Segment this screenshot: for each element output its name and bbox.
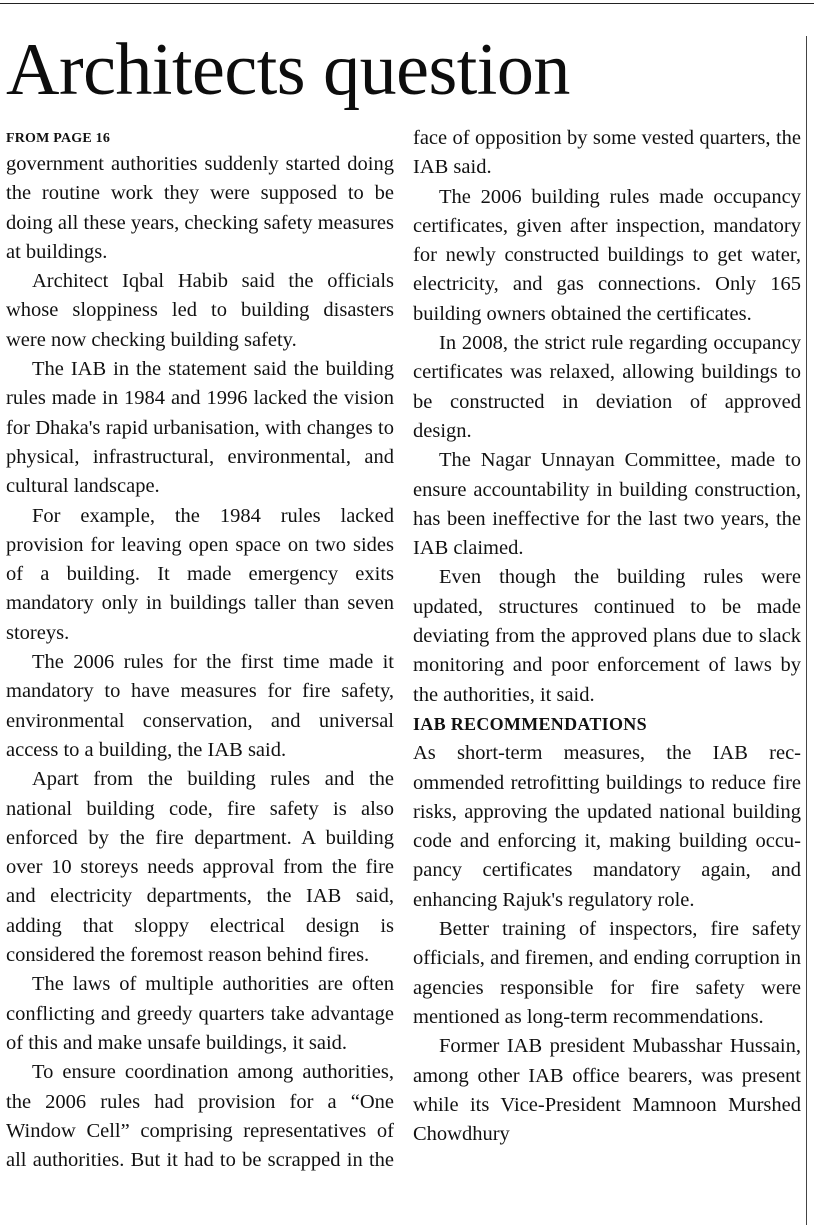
section-subhead: IAB RECOMMENDATIONS	[413, 713, 647, 734]
continuation-kicker: FROM PAGE 16	[6, 131, 111, 146]
article-column-right	[413, 124, 801, 1149]
paragraph: As short-term measures, the IAB recommended retrofitting buildings to reduce fire risks, approving the updated national building code and enforcing it, making building occupancy certificates mandatory again, and enhancing Rajuk's regulatory role.	[413, 742, 801, 911]
paragraph: For example, the 1984 rules lacked provision for leaving open space on two sides of a building. It made emergency exits mandatory only in buildings taller than seven storeys.	[6, 504, 394, 644]
paragraph: To ensure coordination among authorities, the 2006 rules had provision for a “One Window Cell” comprising representatives of all authorities. But it had to be scrapped in the	[6, 1061, 394, 1172]
paragraph: Even though the building rules were updated, structures continued to be made deviating from the approved plans due to slack monitoring and poor enforcement of laws by the authorities, it said.	[413, 566, 801, 706]
paragraph: The 2006 building rules made occupancy certificates, given after inspection, mandatory for newly constructed buildings to get water, electricity, and gas connections. Only 165 building owners obtained the certificates.	[413, 185, 801, 325]
paragraph: In 2008, the strict rule regarding occupancy certificates was relaxed, allowing buildings to be constructed in deviation of approved design.	[413, 332, 801, 442]
article-column-left	[6, 124, 394, 1175]
top-rule	[0, 3, 814, 4]
paragraph: The Nagar Unnayan Committee, made to ensure accountability in building construction, has been ineffective for the last two years, the IAB claimed.	[413, 449, 801, 560]
column-rule	[806, 36, 807, 1225]
paragraph: Former IAB president Mubasshar Hussain, among other IAB office bearers, was present while its Vice-President Mamnoon Murshed Chowdhury	[413, 1035, 801, 1146]
paragraph: government authorities suddenly started doing the routine work they were supposed to be doing all these years, checking safety measures at buildings.	[6, 153, 394, 263]
headline: Architects question	[6, 29, 570, 111]
paragraph: Better training of inspectors, fire safety officials, and firemen, and ending corruption in agencies responsible for fire safety were mentioned as long-term recommendations.	[413, 918, 801, 1028]
paragraph: face of opposition by some vested quarters, the IAB said.	[413, 127, 801, 179]
paragraph: The 2006 rules for the first time made it mandatory to have measures for fire safety, environmental conservation, and universal access to a building, the IAB said.	[6, 651, 394, 761]
paragraph: Architect Iqbal Habib said the officials whose sloppiness led to building disasters were now checking building safety.	[6, 270, 394, 351]
paragraph: The laws of multiple authorities are often conflicting and greedy quarters take advantage of this and make unsafe buildings, it said.	[6, 973, 394, 1054]
paragraph: The IAB in the statement said the building rules made in 1984 and 1996 lacked the vision for Dhaka's rapid urbanisation, with changes to physical, infrastructural, environmental, and cultural landscape.	[6, 358, 394, 498]
paragraph: Apart from the building rules and the national building code, fire safety is also enforced by the fire department. A building over 10 storeys needs approval from the fire and electricity departments, the IAB said, adding that sloppy electrical design is considered the foremost reason behind fires.	[6, 768, 394, 967]
